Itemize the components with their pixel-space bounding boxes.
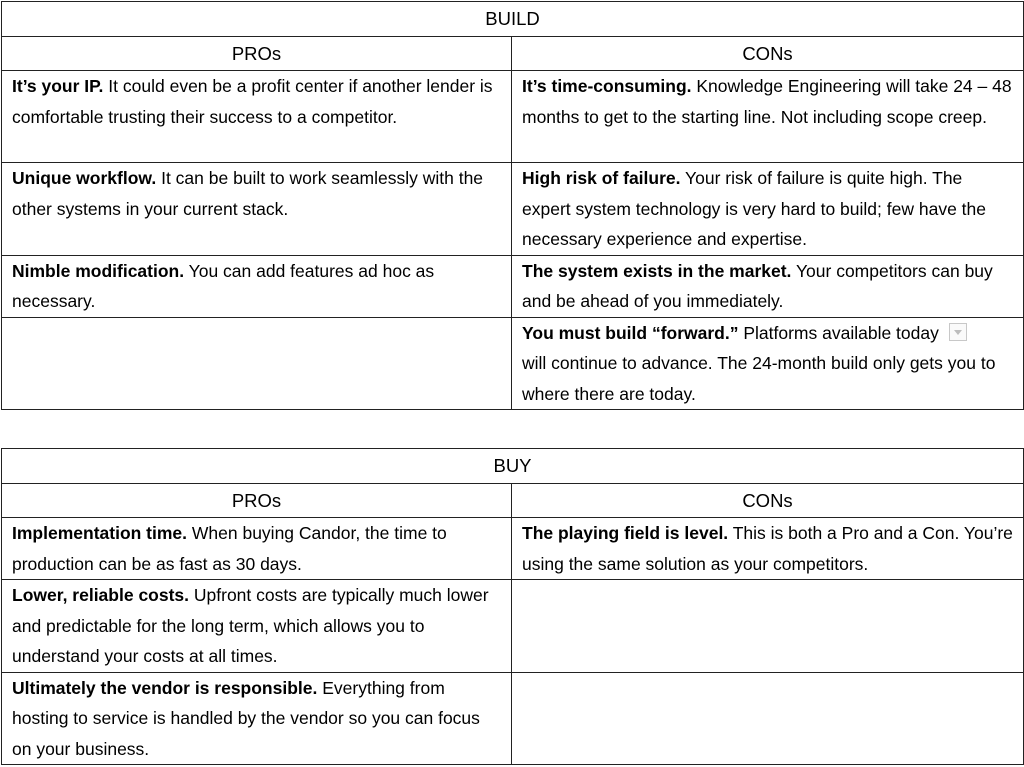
buy-title: BUY (2, 449, 1024, 484)
dropdown-arrow-icon[interactable] (949, 323, 967, 341)
build-pro-cell (2, 71, 512, 163)
build-title: BUILD (2, 2, 1024, 37)
table-row (2, 255, 1024, 317)
build-con-cell (512, 317, 1024, 410)
pro-heading: Lower, reliable costs. (12, 585, 190, 605)
pro-text: It can be built to work seamlessly with the other systems in your current stack. (12, 168, 484, 219)
build-pro-cell (2, 163, 512, 256)
pro-text: When buying Candor, the time to production can be as fast as 30 days. (12, 523, 447, 574)
buy-con-cell-empty (512, 580, 1024, 673)
pro-heading: Nimble modification. (12, 260, 185, 281)
con-heading: High risk of failure. (522, 168, 681, 188)
build-con-cell (512, 71, 1024, 163)
con-heading: The system exists in the market. (522, 260, 792, 281)
con-text: This is both a Pro and a Con. You’re using the same solution as your competitors. (522, 523, 1013, 574)
buy-con-cell (512, 518, 1024, 580)
pro-text: You can add features ad hoc as necessary. (12, 260, 435, 311)
build-con-cell (512, 255, 1024, 317)
build-pro-cell (2, 255, 512, 317)
con-heading: The playing field is level. (522, 523, 729, 543)
table-row (2, 317, 1024, 410)
buy-cons-header: CONs (512, 484, 1024, 518)
buy-pros-header: PROs (2, 484, 512, 518)
table-row (2, 71, 1024, 163)
pro-heading: Implementation time. (12, 523, 188, 543)
buy-pro-cell (2, 518, 512, 580)
con-text-continued: will continue to advance. The 24-month build only gets you to where there are today. (522, 353, 996, 404)
buy-pro-cell (2, 672, 512, 765)
build-cons-header: CONs (512, 37, 1024, 71)
buy-con-cell-empty (512, 672, 1024, 765)
pro-text: It could even be a profit center if another lender is comfortable trusting their success to a competitor. (12, 76, 493, 127)
build-con-cell (512, 163, 1024, 256)
buy-pro-cell (2, 580, 512, 673)
build-pros-header: PROs (2, 37, 512, 71)
buy-table (1, 448, 1024, 765)
pro-heading: It’s your IP. (12, 76, 104, 96)
pro-text: Everything from hosting to service is handled by the vendor so you can focus on your business. (12, 677, 480, 759)
con-text: Platforms available today (738, 322, 939, 343)
pro-heading: Unique workflow. (12, 168, 157, 188)
con-heading: You must build “forward.” (522, 322, 739, 343)
table-row (2, 580, 1024, 673)
con-heading: It’s time-consuming. (522, 76, 692, 96)
table-row (2, 518, 1024, 580)
build-pro-cell-empty (2, 317, 512, 410)
con-text: Knowledge Engineering will take 24 – 48 months to get to the starting line. Not including scope creep. (522, 76, 1012, 127)
pro-heading: Ultimately the vendor is responsible. (12, 677, 318, 698)
con-text: Your risk of failure is quite high. The expert system technology is very hard to build; few have the necessary experience and expertise. (522, 168, 986, 249)
table-row (2, 672, 1024, 765)
con-text: Your competitors can buy and be ahead of you immediately. (522, 260, 993, 311)
build-table (1, 1, 1024, 410)
pro-text: Upfront costs are typically much lower and predictable for the long term, which allows you to understand your costs at all times. (12, 585, 489, 666)
table-row (2, 163, 1024, 256)
